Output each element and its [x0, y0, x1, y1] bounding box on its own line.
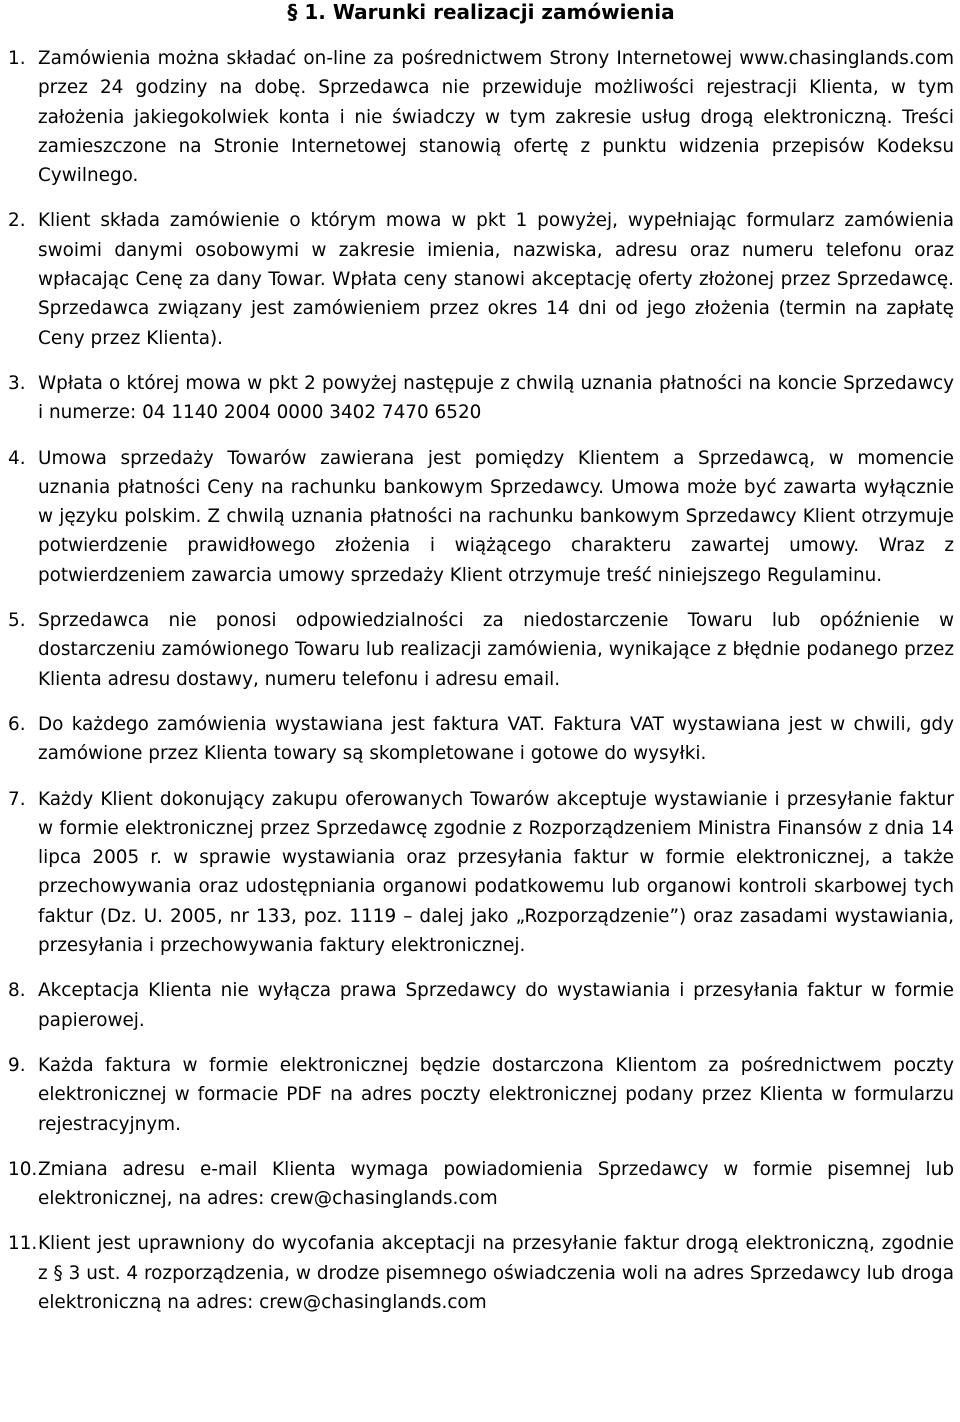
item-text: Do każdego zamówienia wystawiana jest faktura VAT. Faktura VAT wystawiana jest w chwili, gdy zamówione przez Klienta towary są skompletowane i gotowe do wysyłki.: [38, 713, 954, 765]
item-number: 9.: [8, 1054, 26, 1076]
list-item: [8, 444, 954, 590]
item-text: Klient jest uprawniony do wycofania akceptacji na przesyłanie faktur drogą elektroniczną, zgodnie z § 3 ust. 4 rozporządzenia, w drodze pisemnego oświadczenia woli na adres Sprzedawcy lub droga elektroniczną na adres: crew@chasinglands.com: [38, 1233, 954, 1313]
item-number: 5.: [8, 610, 26, 632]
list-item: [8, 710, 954, 769]
item-text: Wpłata o której mowa w pkt 2 powyżej następuje z chwilą uznania płatności na koncie Sprzedawcy i numerze: 04 1140 2004 0000 3402 7470 6520: [38, 372, 954, 424]
list-item: [8, 206, 954, 352]
item-number: 6.: [8, 713, 26, 735]
list-item: [8, 1155, 954, 1214]
item-text: Zamówienia można składać on-line za pośrednictwem Strony Internetowej www.chasinglands.com przez 24 godziny na dobę. Sprzedawca nie przewiduje możliwości rejestracji Klienta, w tym założenia jakiegokolwiek konta i nie świadczy w tym zakresie usług drogą elektroniczną. Treści zamieszczone na Stronie Internetowej stanowią ofertę z punktu widzenia przepisów Kodeksu Cywilnego.: [38, 48, 954, 187]
list-item: [8, 369, 954, 428]
item-text: Każdy Klient dokonujący zakupu oferowanych Towarów akceptuje wystawianie i przesyłanie faktur w formie elektronicznej przez Sprzedawcę zgodnie z Rozporządzeniem Ministra Finansów z dnia 14 lipca 2005 r. w sprawie wystawiania oraz przesyłania faktur w formie elektronicznej, a także przechowywania oraz udostępniania organowi podatkowemu lub organowi kontroli skarbowej tych faktur (Dz. U. 2005, nr 133, poz. 1119 – dalej jako „Rozporządzenie”) oraz zasadami wystawiania, przesyłania i przechowywania faktury elektronicznej.: [38, 788, 954, 957]
list-item: [8, 1229, 954, 1317]
terms-list: [8, 44, 954, 1317]
item-text: Zmiana adresu e-mail Klienta wymaga powiadomienia Sprzedawcy w formie pisemnej lub elektronicznej, na adres: crew@chasinglands.com: [38, 1158, 954, 1210]
list-item: [8, 785, 954, 961]
item-number: 1.: [8, 48, 26, 69]
item-number: 7.: [8, 788, 26, 810]
list-item: [8, 1051, 954, 1139]
item-number: 2.: [8, 210, 26, 232]
item-number: 3.: [8, 372, 26, 394]
item-number: 8.: [8, 980, 26, 1002]
list-item: [8, 44, 954, 190]
item-number: 10.: [8, 1158, 38, 1180]
item-text: Umowa sprzedaży Towarów zawierana jest pomiędzy Klientem a Sprzedawcą, w momencie uznania płatności Ceny na rachunku bankowym Sprzedawcy. Umowa może być zawarta wyłącznie w języku polskim. Z chwilą uznania płatności na rachunku bankowym Sprzedawcy Klient otrzymuje potwierdzenie prawidłowego złożenia i wiążącego charakteru zawartej umowy. Wraz z potwierdzeniem zawarcia umowy sprzedaży Klient otrzymuje treść niniejszego Regulaminu.: [38, 447, 954, 586]
list-item: [8, 606, 954, 694]
item-number: 4.: [8, 447, 26, 469]
item-text: Każda faktura w formie elektronicznej będzie dostarczona Klientom za pośrednictwem poczty elektronicznej w formacie PDF na adres poczty elektronicznej podany przez Klienta w formularzu rejestracyjnym.: [38, 1054, 954, 1135]
item-text: Klient składa zamówienie o którym mowa w pkt 1 powyżej, wypełniając formularz zamówienia swoimi danymi osobowymi w zakresie imienia, nazwiska, adresu oraz numeru telefonu oraz wpłacając Cenę za dany Towar. Wpłata ceny stanowi akceptację oferty złożonej przez Sprzedawcę. Sprzedawca związany jest zamówieniem przez okres 14 dni od jego złożenia (termin na zapłatę Ceny przez Klienta).: [38, 210, 954, 349]
list-item: [8, 976, 954, 1035]
item-text: Akceptacja Klienta nie wyłącza prawa Sprzedawcy do wystawiania i przesyłania faktur w formie papierowej.: [38, 980, 954, 1031]
item-number: 11.: [8, 1233, 38, 1255]
section-title: § 1. Warunki realizacji zamówienia: [287, 0, 675, 24]
item-text: Sprzedawca nie ponosi odpowiedzialności za niedostarczenie Towaru lub opóźnienie w dostarczeniu zamówionego Towaru lub realizacji zamówienia, wynikające z błędnie podanego przez Klienta adresu dostawy, numeru telefonu i adresu email.: [38, 610, 954, 690]
